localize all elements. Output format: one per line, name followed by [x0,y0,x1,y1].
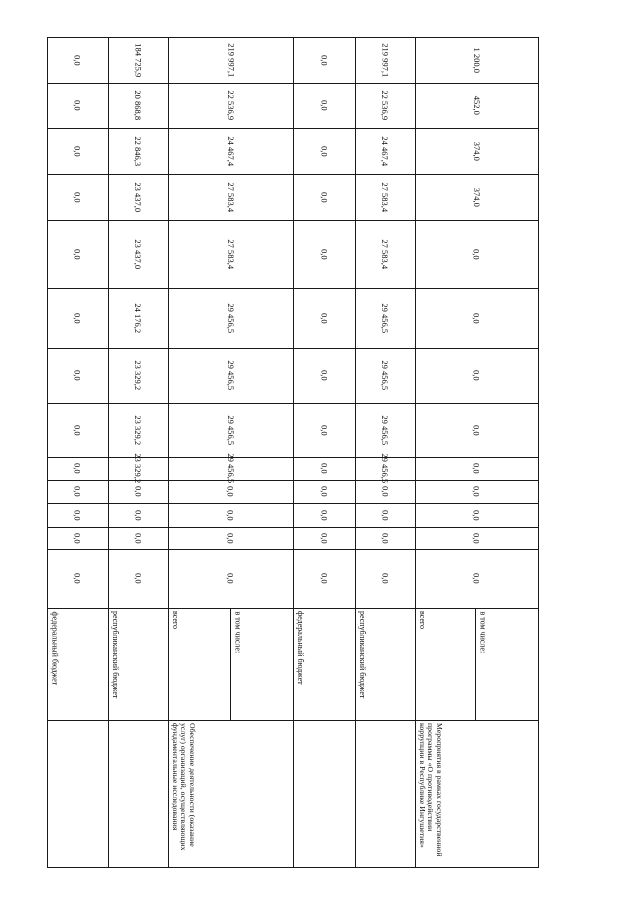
row-label: Мероприятия в рамках государственной программы «О противодействии коррупции в Республике Ингушетия» [417,723,445,857]
value-cell [108,220,168,288]
value-cell [293,403,355,457]
value-cell-text: 0,0 [319,145,330,157]
value-cell [168,549,293,608]
value-cell-text: 0,0 [319,463,330,474]
source-cell: федеральный бюджет [49,611,59,685]
value-cell-text: 0,0 [319,100,330,111]
source-cell: федеральный бюджет [295,611,305,685]
value-cell [108,549,168,608]
value-cell-text: 27 583,4 [225,182,236,212]
value-cell-text: 22 536,9 [225,90,236,121]
value-cell-text: 23 437,0 [133,239,144,269]
value-cell-text: 0,0 [471,424,482,436]
value-cell-text: 20 868,8 [133,90,144,121]
value-cell [293,37,355,83]
header-divider [47,720,108,721]
value-cell [168,37,293,83]
source-sub-cell: в том числе: [232,611,242,653]
value-cell [355,128,415,174]
value-cell [168,527,293,549]
value-cell-text: 1 200,0 [471,47,482,73]
subcell-divider [475,608,476,720]
value-cell [293,527,355,549]
value-cell-text: 29 456,5 [380,453,391,484]
value-cell-text: 0,0 [380,509,391,521]
value-cell [415,83,538,128]
value-cell-text: 23 329,2 [133,360,144,391]
value-cell-text: 0,0 [319,532,330,544]
value-cell [108,453,168,484]
value-cell-text: 24 467,4 [225,136,236,166]
value-cell-text: 29 456,5 [380,303,391,333]
value-cell [355,480,415,503]
value-cell [168,348,293,403]
value-cell-text: 0,0 [133,486,144,497]
value-cell-text: 24 176,2 [133,303,144,333]
value-cell-text: 0,0 [471,509,482,521]
value-cell-text: 0,0 [72,532,83,544]
value-cell [47,503,108,527]
value-cell-text: 0,0 [319,509,330,521]
value-cell [293,220,355,288]
value-cell-text: 0,0 [319,54,330,66]
value-cell [415,288,538,348]
value-cell [47,288,108,348]
value-cell [355,453,415,484]
value-cell-text: 23 329,2 [133,453,144,484]
value-cell-text: 0,0 [72,312,83,324]
value-cell-text: 22 536,9 [380,90,391,121]
value-cell [168,83,293,128]
value-cell-text: 0,0 [380,532,391,544]
value-cell [293,128,355,174]
value-cell [47,480,108,503]
value-cell [168,288,293,348]
value-cell-text: 0,0 [225,532,236,544]
value-cell [108,37,168,83]
value-cell [47,83,108,128]
value-cell [355,174,415,220]
value-cell-text: 0,0 [319,248,330,260]
value-cell [293,457,355,480]
value-cell-text: 0,0 [72,424,83,436]
value-cell [47,403,108,457]
value-cell [293,288,355,348]
value-cell-text: 27 583,4 [380,239,391,269]
table-border-bottom [47,867,539,868]
value-cell [47,348,108,403]
value-cell-text: 0,0 [319,312,330,324]
value-cell [293,83,355,128]
value-cell-text: 0,0 [471,370,482,381]
value-cell-text: 0,0 [72,370,83,381]
value-cell [355,83,415,128]
value-cell-text: 27 583,4 [380,182,391,212]
value-cell-text: 0,0 [72,145,83,157]
value-divider [47,608,539,609]
value-cell-text: 0,0 [72,191,83,203]
value-cell-text: 0,0 [72,463,83,474]
value-cell [108,174,168,220]
value-cell [415,348,538,403]
value-cell [47,549,108,608]
value-cell [47,457,108,480]
value-cell-text: 29 456,5 [380,415,391,445]
value-cell-text: 374,0 [471,141,482,161]
value-cell-text: 0,0 [133,509,144,521]
value-cell [47,174,108,220]
value-cell [168,403,293,457]
value-cell-text: 0,0 [319,573,330,584]
value-cell [293,174,355,220]
header-divider [108,720,539,721]
value-cell-text: 22 846,3 [133,136,144,166]
value-cell-text: 452,0 [471,95,482,116]
value-cell [415,37,538,83]
value-cell-text: 23 329,2 [133,415,144,445]
value-cell-text: 0,0 [471,463,482,474]
value-cell [108,527,168,549]
value-cell-text: 0,0 [225,573,236,584]
value-cell [415,527,538,549]
value-cell-text: 0,0 [72,100,83,111]
value-cell [168,503,293,527]
value-cell-text: 0,0 [471,312,482,324]
value-cell [355,549,415,608]
value-cell-text: 0,0 [133,532,144,544]
value-cell [108,128,168,174]
value-cell [47,220,108,288]
value-cell [108,403,168,457]
value-cell [415,403,538,457]
value-cell-text: 184 725,9 [133,43,144,77]
value-cell-text: 0,0 [72,54,83,66]
source-sub-cell: в том числе: [477,611,487,653]
value-cell-text: 0,0 [380,573,391,584]
value-cell-text: 0,0 [380,486,391,497]
source-cell: республиканский бюджет [110,611,120,699]
value-cell [47,527,108,549]
value-cell-text: 27 583,4 [225,239,236,269]
value-cell-text: 0,0 [471,486,482,497]
value-cell-text: 0,0 [319,486,330,497]
subcell-divider [230,608,231,720]
value-cell [168,174,293,220]
value-cell-text: 29 456,5 [225,360,236,391]
value-cell [168,453,293,484]
value-cell [355,503,415,527]
value-cell [108,480,168,503]
value-cell [108,288,168,348]
source-cell: всего [417,611,427,630]
value-cell-text: 0,0 [72,509,83,521]
value-cell-text: 29 456,5 [380,360,391,391]
value-cell-text: 219 997,1 [225,43,236,77]
value-cell [108,503,168,527]
value-cell-text: 29 456,5 [225,453,236,484]
value-cell [168,480,293,503]
value-cell [415,220,538,288]
value-cell-text: 0,0 [471,248,482,260]
value-cell [355,348,415,403]
value-cell-text: 0,0 [471,532,482,544]
value-cell [293,348,355,403]
value-cell [293,549,355,608]
value-cell-text: 0,0 [225,509,236,521]
value-cell [355,403,415,457]
value-cell [415,549,538,608]
value-cell-text: 0,0 [471,573,482,584]
value-cell [415,128,538,174]
value-cell [47,128,108,174]
value-cell-text: 374,0 [471,187,482,207]
row-label: Обеспечение деятельности (оказание услуг) организаций, осуществляющих фундаментальные исследования [170,723,198,851]
value-cell-text: 23 437,0 [133,182,144,212]
value-cell-text: 0,0 [72,486,83,497]
value-cell-text: 24 467,4 [380,136,391,166]
value-cell [47,37,108,83]
value-cell-text: 0,0 [133,573,144,584]
value-cell-text: 0,0 [72,248,83,260]
value-cell [415,480,538,503]
value-cell-text: 0,0 [319,191,330,203]
value-cell [355,288,415,348]
value-cell [355,37,415,83]
value-cell [108,348,168,403]
value-cell-text: 219 997,1 [380,43,391,77]
value-cell-text: 0,0 [225,486,236,497]
value-cell-text: 0,0 [72,573,83,584]
value-cell [355,220,415,288]
value-cell [415,174,538,220]
value-cell-text: 0,0 [319,424,330,436]
value-cell [168,220,293,288]
value-cell [108,83,168,128]
value-cell [293,503,355,527]
value-cell-text: 29 456,5 [225,303,236,333]
value-cell [355,527,415,549]
value-cell [168,128,293,174]
value-cell [415,503,538,527]
row-divider [538,37,539,867]
source-cell: республиканский бюджет [357,611,367,699]
value-cell [415,457,538,480]
value-cell [293,480,355,503]
source-cell: всего [170,611,180,630]
value-cell-text: 0,0 [319,370,330,381]
value-cell-text: 29 456,5 [225,415,236,445]
